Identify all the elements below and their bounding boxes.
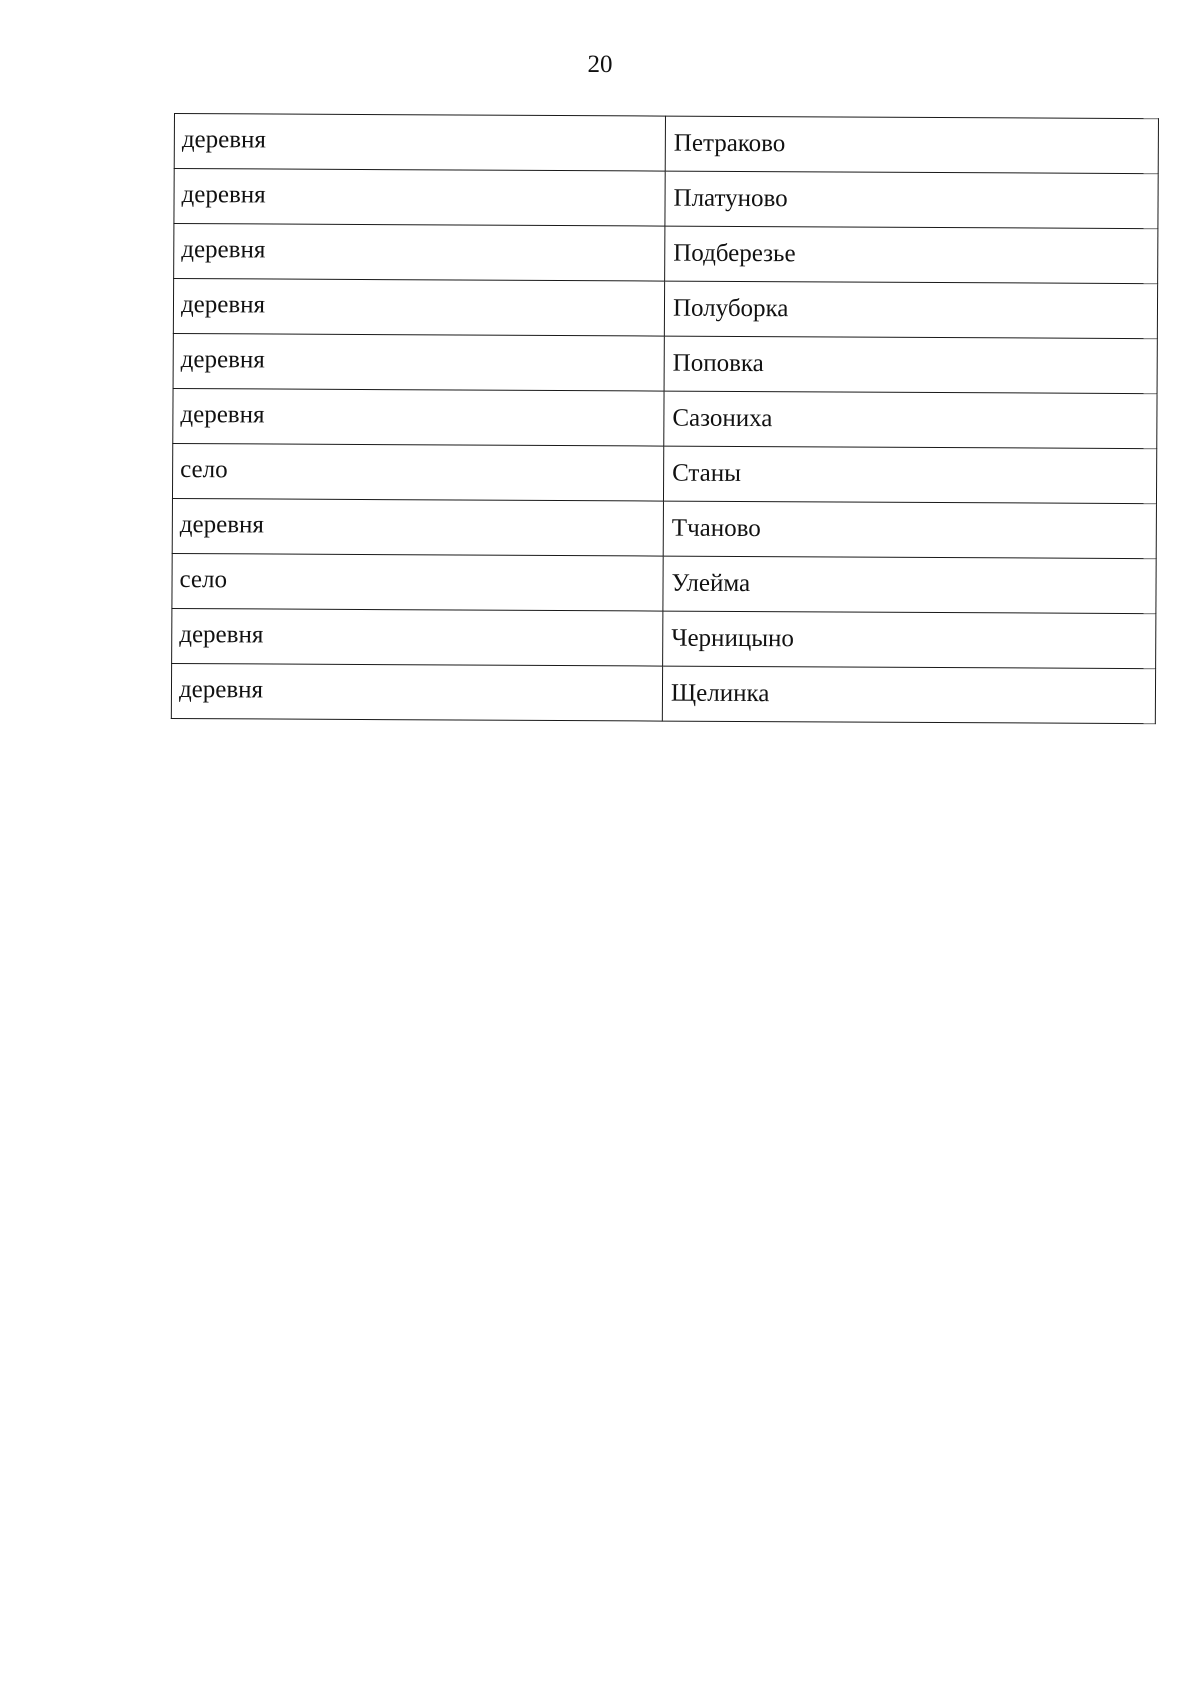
- settlement-name-cell: [664, 391, 1157, 449]
- settlement-type-cell: [174, 224, 665, 282]
- settlement-type-cell: [173, 388, 664, 446]
- table-row: [172, 498, 1156, 558]
- settlement-type-cell: [171, 663, 662, 721]
- settlement-type: деревня: [181, 236, 266, 264]
- settlement-type: село: [180, 456, 228, 484]
- settlement-name-cell: [664, 336, 1157, 394]
- settlement-type: деревня: [179, 621, 264, 649]
- table-row: [173, 388, 1157, 448]
- settlement-name-cell: [665, 116, 1158, 174]
- settlement-type: деревня: [179, 511, 265, 539]
- settlement-name-cell: [665, 171, 1158, 229]
- settlement-name: Щелинка: [670, 679, 770, 708]
- table-row: [174, 224, 1158, 284]
- table-row: [174, 114, 1158, 174]
- page-number: 20: [587, 51, 613, 78]
- settlement-type: деревня: [181, 126, 267, 154]
- settlement-type: деревня: [180, 346, 265, 374]
- settlement-type: деревня: [180, 291, 266, 319]
- table-row: [173, 279, 1157, 339]
- settlement-type-cell: [172, 443, 663, 501]
- settlement-name: Подберезье: [673, 239, 796, 268]
- settlement-type: деревня: [180, 401, 265, 429]
- settlement-type-cell: [173, 333, 664, 391]
- settlement-name-cell: [663, 611, 1156, 669]
- settlement-type-cell: [172, 608, 663, 666]
- settlement-type: деревня: [181, 181, 266, 209]
- table-row: [172, 608, 1156, 668]
- settlement-name-cell: [665, 226, 1158, 284]
- settlement-name: Улейма: [671, 569, 751, 598]
- table-row: [171, 663, 1155, 723]
- settlement-name: Тчаново: [671, 514, 761, 543]
- settlement-name: Поповка: [672, 349, 764, 378]
- settlement-type: деревня: [178, 676, 264, 704]
- table-row: [173, 333, 1157, 393]
- settlement-name-cell: [664, 281, 1157, 339]
- settlement-name: Черницыно: [671, 624, 794, 653]
- settlement-type-cell: [172, 553, 663, 611]
- table-row: [172, 553, 1156, 613]
- table-row: [174, 169, 1158, 229]
- table-row: [172, 443, 1156, 503]
- settlement-type: село: [179, 566, 228, 594]
- settlement-name-cell: [663, 556, 1156, 614]
- settlement-name: Полуборка: [672, 294, 789, 323]
- settlements-table: [171, 113, 1159, 724]
- settlement-name: Петраково: [673, 129, 786, 158]
- settlement-type-cell: [173, 279, 664, 337]
- settlement-name: Станы: [672, 459, 742, 487]
- settlement-name: Сазониха: [672, 404, 773, 433]
- settlement-type-cell: [174, 114, 665, 172]
- settlement-name: Платуново: [673, 184, 788, 213]
- settlement-type-cell: [174, 169, 665, 227]
- settlement-name-cell: [663, 446, 1156, 504]
- settlement-name-cell: [663, 501, 1156, 559]
- settlement-type-cell: [172, 498, 663, 556]
- settlement-name-cell: [662, 666, 1155, 724]
